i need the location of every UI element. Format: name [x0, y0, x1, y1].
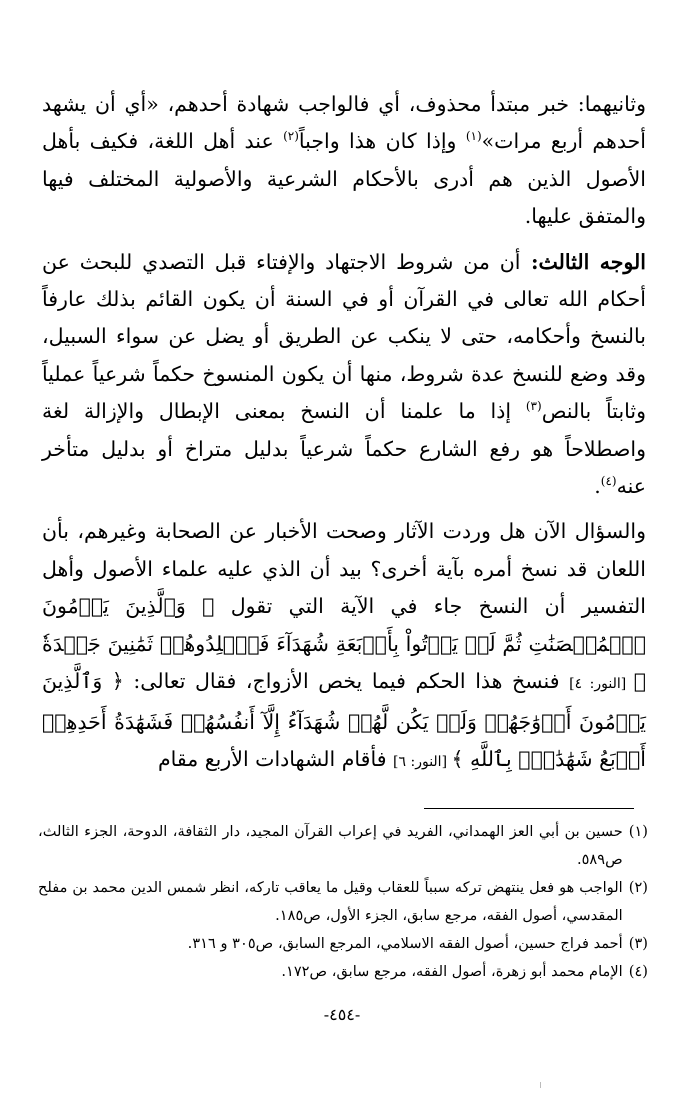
verse-reference: [النور: ٤]	[569, 676, 634, 693]
paragraph	[42, 244, 646, 506]
text-run: فأقام الشهادات الأربع مقام	[157, 746, 394, 771]
section-heading: الوجه الثالث:	[520, 249, 646, 274]
footnote-separator	[424, 808, 634, 809]
text-run: أن من شروط الاجتهاد والإفتاء قبل التصدي للبحث عن أحكام الله تعالى في القرآن أو في السنة أن يكون القائم بذلك عارفاً بالنسخ وأحكامه، حتى لا ينكب عن الطريق أو يضل عن سواء السبيل، وقد وضع للنسخ عدة شروط، منها أن يكون المنسوخ حكماً شرعياً عملياً وثابتاً بالنص	[42, 249, 646, 424]
footnote-number: (١)	[628, 823, 648, 840]
footnote	[38, 958, 648, 986]
footnote-text: حسين بن أبي العز الهمداني، الفريد في إعراب القرآن المجيد، دار الثقافة، الدوحة، الجزء الثالث، ص٥٨٩.	[38, 823, 623, 868]
footnote	[38, 874, 648, 930]
paragraph	[42, 86, 646, 236]
text-run: .	[594, 474, 601, 499]
main-text	[42, 86, 646, 781]
text-run: عند أهل اللغة، فكيف بأهل الأصول الذين هم أدرى بالأحكام الشرعية والأصولية المختلف فيها والمتفق عليها.	[42, 129, 646, 229]
footnotes	[38, 818, 648, 986]
footnote-marker: (١)	[465, 129, 482, 144]
footnote	[38, 818, 648, 874]
footnote-marker: (٢)	[283, 129, 299, 144]
footnote-number: (٢)	[628, 879, 648, 896]
text-run: والسؤال الآن هل وردت الآثار وصحت الأخبار عن الصحابة وغيرهم، بأن اللعان قد نسخ أمره بآية أخرى؟ بيد أن الذي عليه علماء الأصول وأهل التفسير أن النسخ جاء في الآية التي تقول	[42, 519, 646, 619]
verse-reference: [النور: ٦]	[393, 753, 452, 770]
footnote-text: أحمد فراج حسين، أصول الفقه الاسلامي، المرجع السابق، ص٣٠٥ و ٣١٦.	[187, 935, 623, 952]
text-run: وإذا كان هذا واجباً	[298, 129, 466, 154]
paragraph	[42, 513, 646, 781]
scan-mark	[540, 1082, 541, 1088]
page-number: -٤٥٤-	[323, 1005, 361, 1024]
quran-verse: ﴿ وَٱلَّذِينَ يَرۡمُونَ أَزۡوَٰجَهُمۡ وَلَمۡ يَكُن لَّهُمۡ شُهَدَآءُ إِلَّآ أَنفُسُهُمۡ فَشَهَٰدَةُ أَحَدِهِمۡ أَرۡبَعُ شَهَٰدَٰتِۭ بِٱللَّهِ ﴾	[42, 669, 646, 771]
footnote-number: (٤)	[628, 963, 648, 980]
footnote-text: الإمام محمد أبو زهرة، أصول الفقه، مرجع سابق، ص١٧٢.	[281, 963, 623, 980]
footnote	[38, 930, 648, 958]
text-run: إذا ما علمنا أن النسخ بمعنى الإبطال والإزالة لغة واصطلاحاً هو رفع الشارع حكماً شرعياً بدليل متراخ أو بدليل متأخر عنه	[42, 399, 646, 499]
footnote-number: (٣)	[628, 935, 648, 952]
footnote-text: الواجب هو فعل ينتهض تركه سبباً للعقاب وقيل ما يعاقب تاركه، انظر شمس الدين محمد بن مفلح المقدسي، أصول الفقه، مرجع سابق، الجزء الأول، ص١٨٥.	[38, 879, 623, 924]
text-run: فنسخ هذا الحكم فيما يخص الأزواج، فقال تعالى:	[123, 669, 570, 694]
quran-verse: ﴿ وَٱلَّذِينَ يَرۡمُونَ ٱلۡمُحۡصَنَٰتِ ثُمَّ لَمۡ يَأۡتُواْ بِأَرۡبَعَةِ شُهَدَآءَ فَٱجۡلِدُوهُمۡ ثَمَٰنِينَ جَلۡدَةٗ ﴾	[42, 594, 646, 694]
text-run: وثانيهما: خبر مبتدأ محذوف، أي فالواجب شهادة أحدهم، «أي أن يشهد أحدهم أربع مرات»	[42, 92, 646, 154]
footnote-marker: (٤)	[600, 474, 617, 489]
footnote-marker: (٣)	[525, 399, 542, 414]
